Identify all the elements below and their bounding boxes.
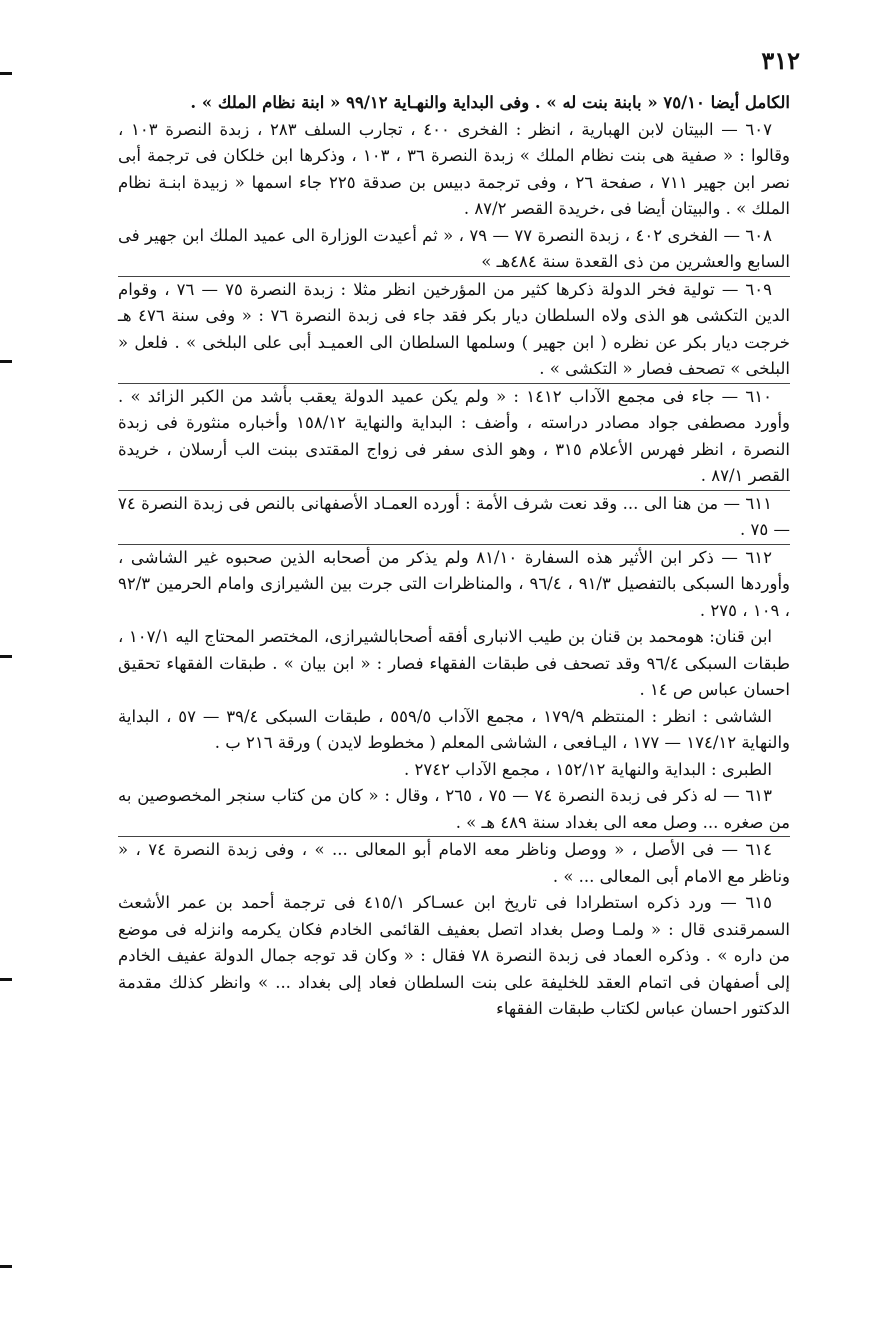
margin-mark	[0, 655, 12, 658]
margin-mark	[0, 360, 12, 363]
note-612: ٦١٢ — ذكر ابن الأثير هذه السفارة ٨١/١٠ ولم يذكر من أصحابه الذين صحبوه غير الشاشى ، وأوردها السبكى بالتفصيل ٩١/٣ ، ٩٦/٤ ، والمناظرات التى جرت بين الشيرازى وامام الحرمين ٩٢/٣ ، ١٠٩ ، ٢٧٥ .	[118, 544, 790, 625]
note-609: ٦٠٩ — تولية فخر الدولة ذكرها كثير من المؤرخين انظر مثلا : زبدة النصرة ٧٥ — ٧٦ ، وقوام الدين التكشى هو الذى ولاه السلطان ديار بكر فقد جاء فى زبدة النصرة ٧٦ : « وفى سنة ٤٧٦ هـ خرجت ديار بكر عن نظره ( ابن جهير ) وسلمها السلطان الى العميـد أبى على البلخى » . فلعل « البلخى » تصحف فصار « التكشى » .	[118, 276, 790, 383]
note-610: ٦١٠ — جاء فى مجمع الآداب ١٤١٢ : « ولم يكن عميد الدولة يعقب بأشد من الكبر الزائد » . وأورد مصطفى جواد مصادر دراسته ، وأضف : البداية والنهاية ١٥٨/١٢ وأخباره منثورة فى زبدة النصرة ، انظر فهرس الأعلام ٣١٥ ، وهو الذى سفر فى زواج المقتدى ببنت الب أرسلان ، خريدة القصر ٨٧/١ .	[118, 383, 790, 490]
paragraph-ibn-qannan: ابن قنان: هومحمد بن قنان بن طيب الانبارى أفقه أصحابالشيرازى، المختصر المحتاج اليه ١٠٧/١ ، طبقات السبكى ٩٦/٤ وقد تصحف فى طبقات الفقهاء فصار : « ابن بيان » . طبقات الفقهاء تحقيق احسان عباس ص ١٤ .	[118, 627, 791, 699]
margin-mark	[0, 72, 12, 75]
note-611: ٦١١ — من هنا الى ... وقد نعت شرف الأمة : أورده العمـاد الأصفهانى بالنص فى زبدة النصرة ٧٤ — ٧٥ .	[118, 490, 790, 544]
paragraph-tabari: الطبرى : البداية والنهاية ١٥٢/١٢ ، مجمع الآداب ٢٧٤٢ .	[404, 759, 772, 779]
paragraph-shashi: الشاشى : انظر : المنتظم ١٧٩/٩ ، مجمع الآداب ٥٥٩/٥ ، طبقات السبكى ٣٩/٤ — ٥٧ ، البداية والنهاية ١٧٤/١٢ — ١٧٧ ، اليـافعى ، الشاشى المعلم ( مخطوط لايدن ) ورقة ٢١٦ ب .	[118, 706, 790, 752]
page-text	[118, 90, 790, 1023]
margin-mark	[0, 1265, 12, 1268]
note-614: ٦١٤ — فى الأصل ، « ووصل وناظر معه الامام أبو المعالى ... » ، وفى زبدة النصرة ٧٤ ، « وناظر مع الامام أبى المعالى ... » .	[118, 836, 790, 890]
note-607: ٦٠٧ — البيتان لابن الهبارية ، انظر : الفخرى ٤٠٠ ، تجارب السلف ٢٨٣ ، زبدة النصرة ١٠٣ ، وقالوا : « صفية هى بنت نظام الملك » زبدة النصرة ٣٦ ، ١٠٣ ، وذكرها ابن خلكان فى ترجمة أبى نصر ابن جهير ٧١١ ، صفحة ٢٦ ، وفى ترجمة دبيس بن صدقة ٢٢٥ جاء اسمها « زبيدة ابنـة نظام الملك » . والبيتان أيضا فى ،خريدة القصر ٨٧/٢ .	[118, 119, 791, 218]
paragraph: الكامل أيضا ٧٥/١٠ « بابنة بنت له » . وفى البداية والنهـاية ٩٩/١٢ « ابنة نظام الملك » .	[190, 93, 790, 112]
note-613: ٦١٣ — له ذكر فى زبدة النصرة ٧٤ — ٧٥ ، ٢٦٥ ، وقال : « كان من كتاب سنجر المخصوصين به من صغره ... وصل معه الى بغداد سنة ٤٨٩ هـ » .	[118, 786, 790, 832]
margin-mark	[0, 978, 12, 981]
page-number: ٣١٢	[761, 46, 800, 75]
note-615: ٦١٥ — ورد ذكره استطرادا فى تاريخ ابن عسـاكر ٤١٥/١ فى ترجمة أحمد بن عمر الأشعث السمرقندى قال : « ولمـا وصل بغداد اتصل بعفيف القائمى الخادم فكان يكرمه وانزله فى موضع من داره » . وذكره العماد فى زبدة النصرة ٧٨ فقال : « وكان قد توجه جمال الدولة عفيف الخادم إلى أصفهان فى اتمام العقد للخليفة على بنت السلطان فعاد إلى بغداد ... » وانظر كذلك مقدمة الدكتور احسان عباس لكتاب طبقات الفقهاء	[118, 893, 790, 1018]
note-608: ٦٠٨ — الفخرى ٤٠٢ ، زبدة النصرة ٧٧ — ٧٩ ، « ثم أعيدت الوزارة الى عميد الملك ابن جهير فى السابع والعشرين من ذى القعدة سنة ٤٨٤هـ »	[118, 225, 790, 271]
